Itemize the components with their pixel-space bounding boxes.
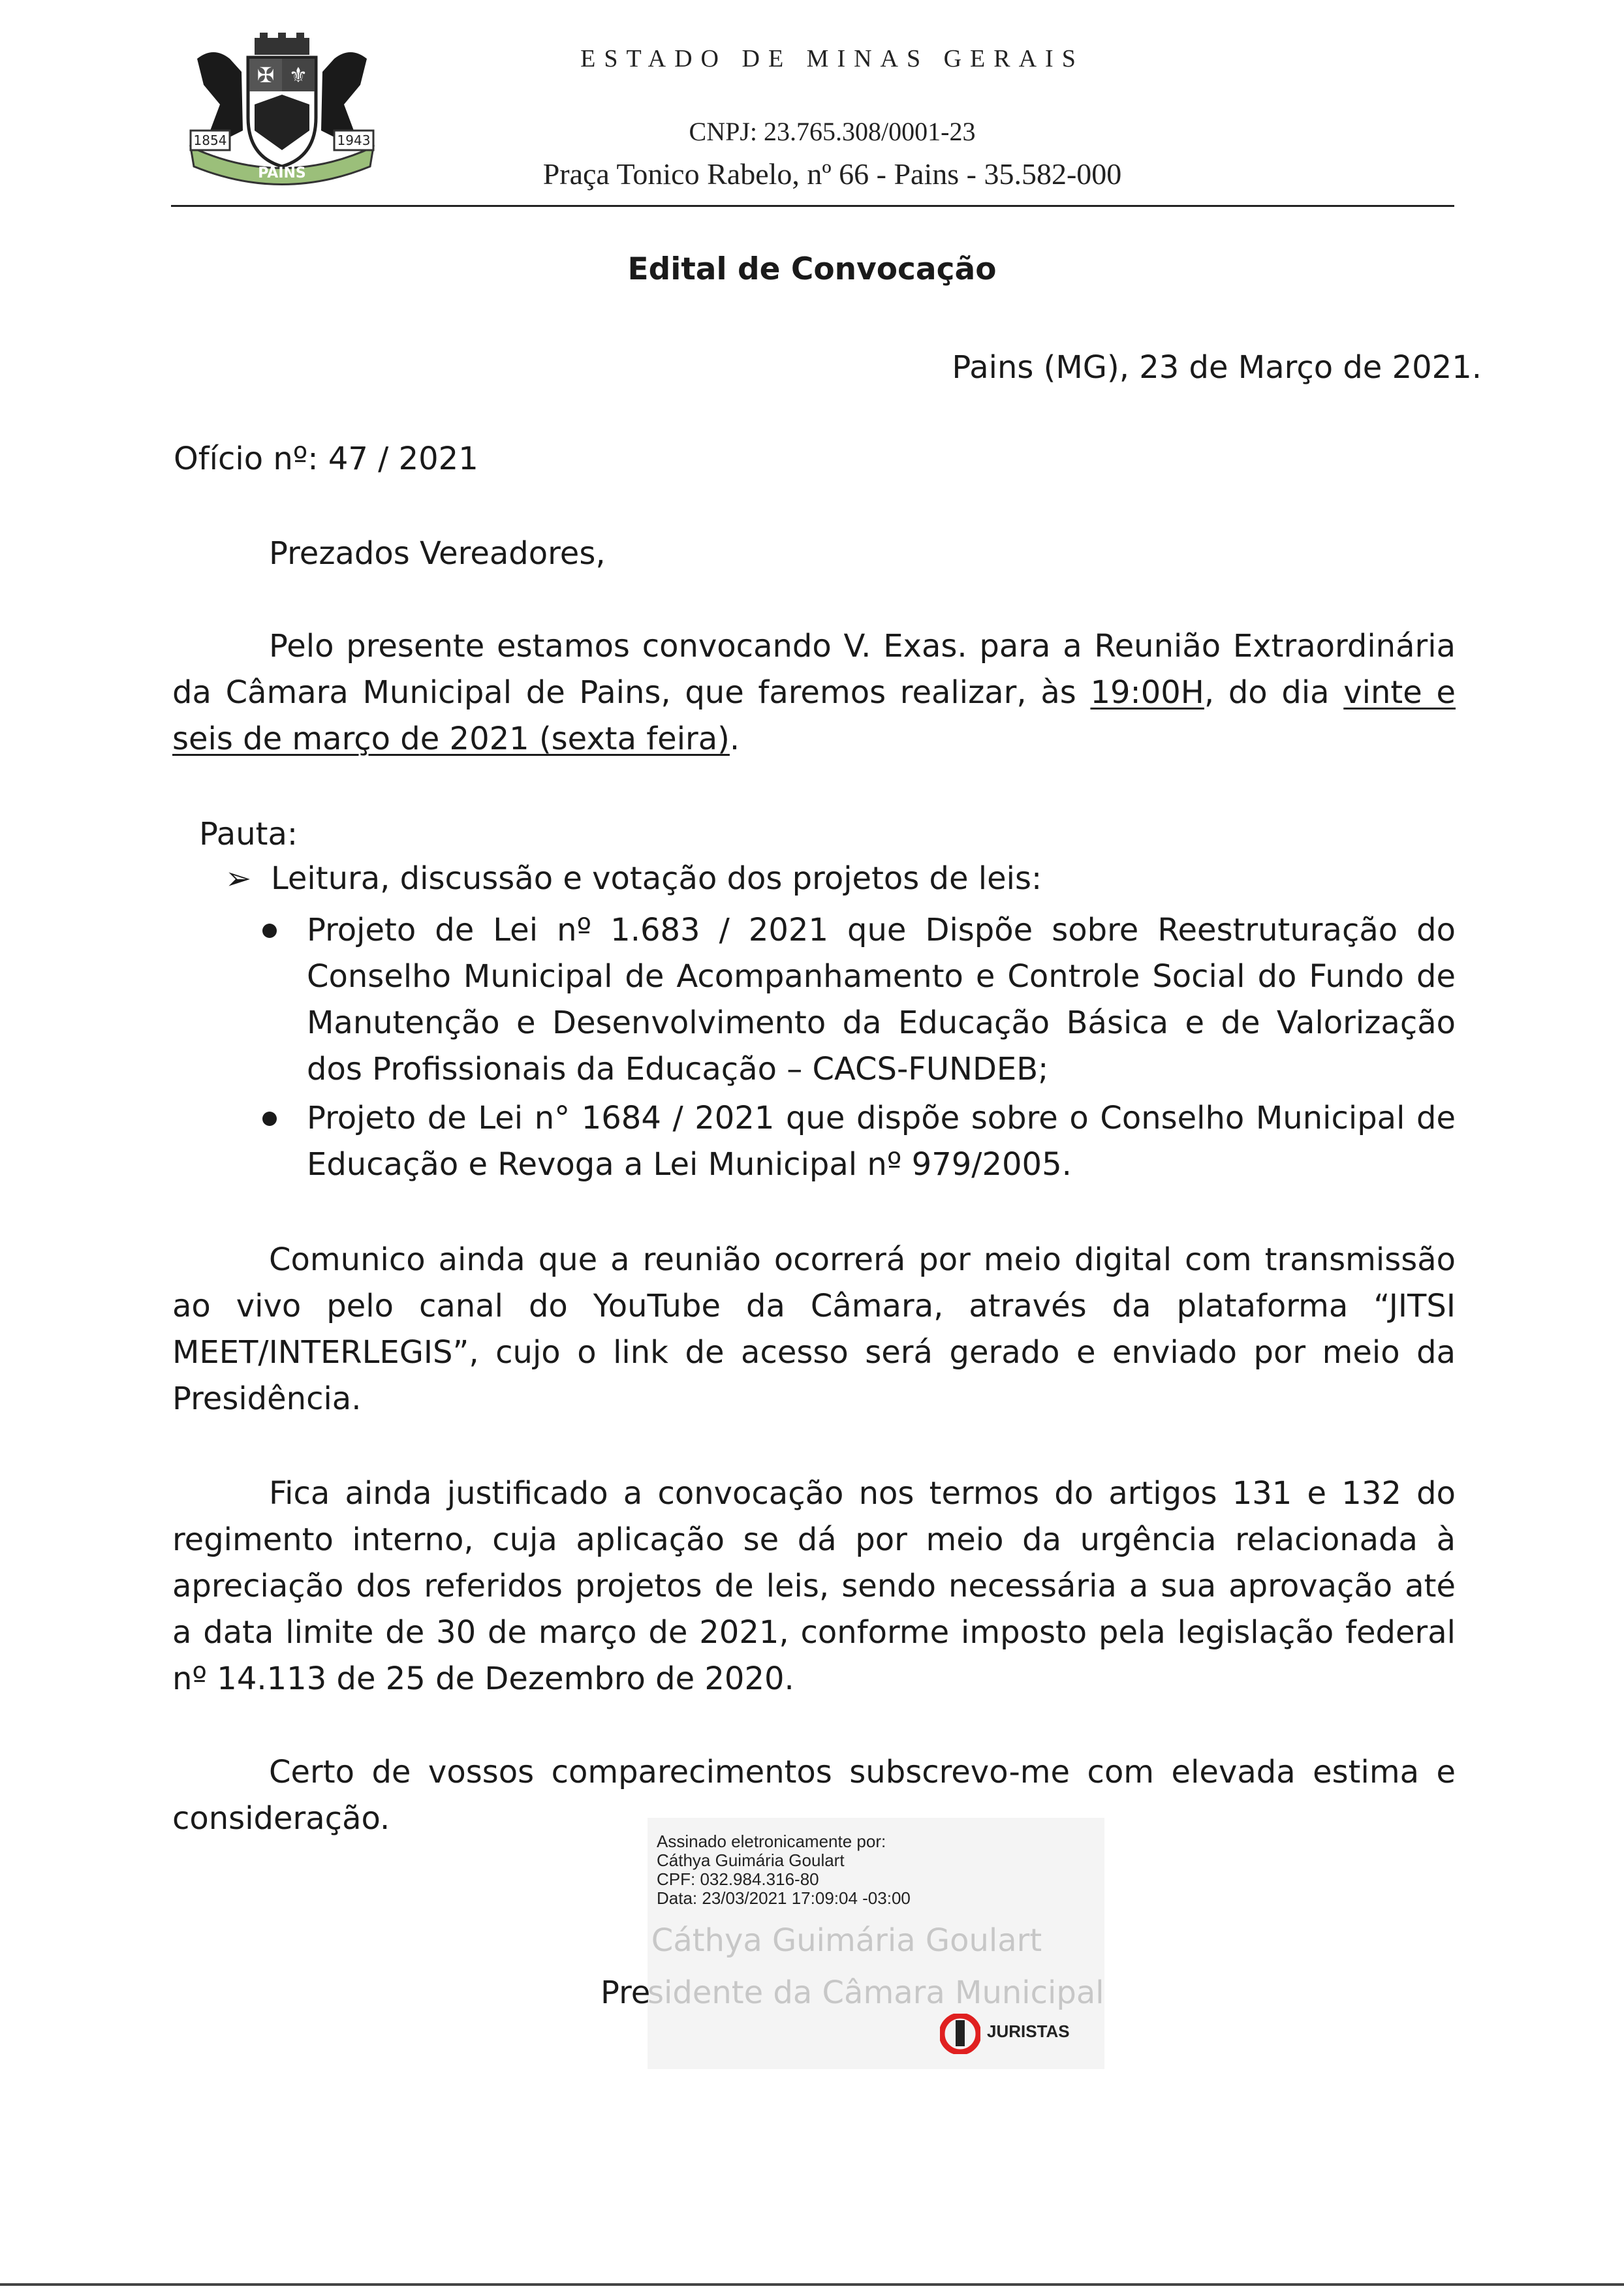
document-title: Edital de Convocação — [627, 251, 997, 287]
stamp-text: Assinado eletronicamente por: Cáthya Guimária Goulart CPF: 032.984.316-80 Data: 23/03/2021 17:09:04 -03:00 — [657, 1832, 911, 1908]
juristas-logo-icon — [940, 2014, 980, 2054]
paragraph-closing: Certo de vossos comparecimentos subscrevo-me com elevada estima e consideração. — [172, 1754, 1456, 1837]
crest-year-left: 1854 — [193, 133, 227, 148]
signer-role-faded: sidente da Câmara Municipal — [648, 1974, 1104, 2011]
oficio-number: Ofício nº: 47 / 2021 — [174, 441, 478, 477]
signer-name: Cáthya Guimária Goulart — [651, 1922, 1042, 1959]
pauta-label: Pauta: — [199, 816, 298, 852]
paragraph-convocation: Pelo presente estamos convocando V. Exas. para a Reunião Extraordinária da Câmara Municipal de Pains, que faremos realizar, às 19:00H, do dia vinte e seis de março de 2021 (sexta feira). — [172, 628, 1456, 757]
svg-text:⚜: ⚜ — [289, 63, 308, 87]
agenda-item: ➢ Leitura, discussão e votação dos projetos de leis: — [225, 860, 1042, 897]
header-cnpj: CNPJ: 23.765.308/0001-23 — [689, 117, 976, 146]
paragraph-digital-meeting: Comunico ainda que a reunião ocorrerá por meio digital com transmissão ao vivo pelo canal do YouTube da Câmara, através da plataforma “JITSI MEET/INTERLEGIS”, cujo o link de acesso será gerado e enviado por meio da Presidência. — [172, 1241, 1456, 1417]
page-bottom-border — [0, 2283, 1624, 2286]
header-divider — [171, 205, 1454, 207]
signer-role-visible: Pre — [601, 1974, 651, 2011]
paragraph-justification: Fica ainda justificado a convocação nos termos do artigos 131 e 132 do regimento interno, cuja aplicação se dá por meio da urgência relacionada à apreciação dos referidos projetos de leis, sendo necessária a sua aprovação até a data limite de 30 de março de 2021, conforme imposto pela legislação federal nº 14.113 de 25 de Dezembro de 2020. — [172, 1475, 1456, 1697]
crest-year-right: 1943 — [337, 133, 371, 148]
provider-name: JURISTAS — [987, 2021, 1070, 2041]
crest-banner: PAINS — [258, 165, 306, 181]
arrow-bullet-icon: ➢ — [225, 860, 252, 897]
coat-of-arms-icon — [184, 33, 380, 196]
header-address: Praça Tonico Rabelo, nº 66 - Pains - 35.582-000 — [542, 157, 1122, 191]
header-state: ESTADO DE MINAS GERAIS — [580, 45, 1084, 72]
svg-text:✠: ✠ — [257, 63, 275, 87]
meeting-day: vinte e seis de março de 2021 (sexta feira) — [172, 674, 1456, 757]
greeting: Prezados Vereadores, — [269, 535, 606, 572]
bullet-icon — [262, 924, 277, 938]
list-item: Projeto de Lei nº 1.683 / 2021 que Dispõe sobre Reestruturação do Conselho Municipal de Acompanhamento e Controle Social do Fundo de Manutenção e Desenvolvimento da Educação Básica e de Valorização dos Profissionais da Educação – CACS-FUNDEB; — [260, 907, 1456, 1093]
list-item: Projeto de Lei n° 1684 / 2021 que dispõe sobre o Conselho Municipal de Educação e Revoga a Lei Municipal nº 979/2005. — [260, 1095, 1456, 1188]
bullet-icon — [262, 1112, 277, 1126]
document-date: Pains (MG), 23 de Março de 2021. — [952, 349, 1482, 386]
meeting-time: 19:00H — [1090, 674, 1204, 711]
bill-list — [260, 907, 1456, 1191]
